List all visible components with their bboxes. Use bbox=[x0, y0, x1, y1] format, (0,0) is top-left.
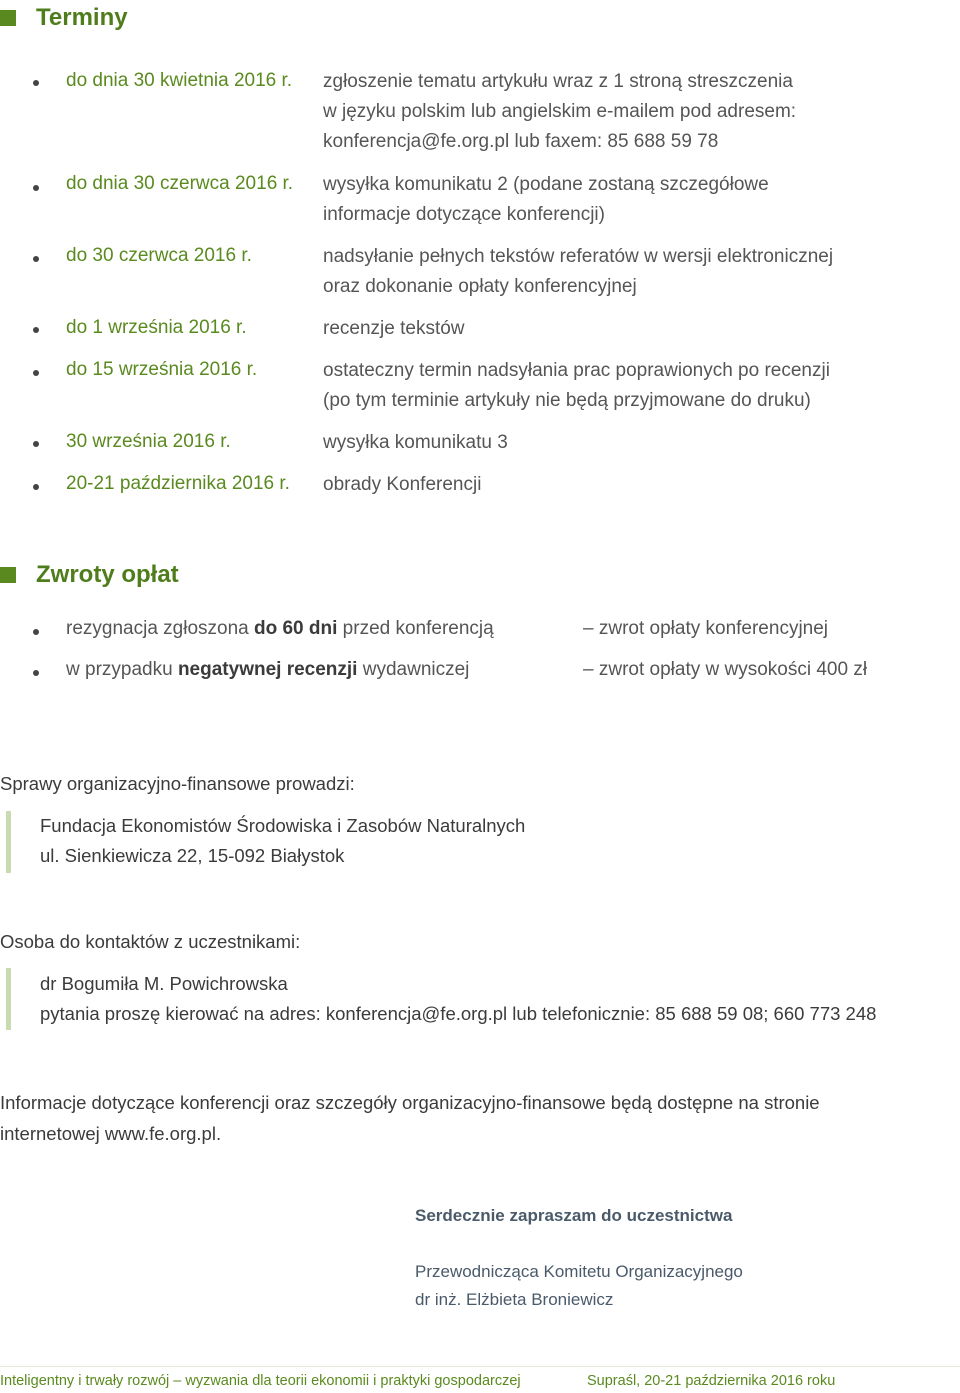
section-title: Zwroty opłat bbox=[36, 561, 179, 588]
footer-place-date: Supraśl, 20-21 października 2016 roku bbox=[587, 1373, 836, 1389]
footer-divider bbox=[0, 1366, 960, 1367]
invitation-text: Serdecznie zapraszam do uczestnictwa bbox=[415, 1206, 733, 1225]
deadline-description: nadsyłanie pełnych tekstów referatów w wersji elektronicznej oraz dokonanie opłaty konferencyjnej bbox=[323, 246, 834, 297]
refund-condition: rezygnacja zgłoszona do 60 dni przed konferencją bbox=[66, 618, 494, 639]
deadline-description: wysyłka komunikatu 3 bbox=[323, 432, 508, 453]
section-terminy-header bbox=[0, 4, 128, 32]
section-square-icon bbox=[0, 10, 16, 26]
deadline-description: obrady Konferencji bbox=[323, 474, 482, 495]
phone-numbers: 85 688 59 08; 660 773 248 bbox=[655, 1003, 877, 1024]
section-title: Terminy bbox=[36, 4, 128, 31]
contact-details: dr Bogumiła M. Powichrowska pytania proszę kierować na adres: konferencja@fe.org.pl lub telefonicznie: 85 688 59 08; 660 773 248 bbox=[40, 973, 877, 1024]
refund-condition: w przypadku negatywnej recenzji wydawniczej bbox=[66, 659, 470, 680]
organizer-heading: Sprawy organizacyjno-finansowe prowadzi: bbox=[0, 773, 355, 794]
bullet-icon bbox=[33, 370, 39, 376]
quote-bar bbox=[6, 811, 11, 873]
deadline-date: do dnia 30 kwietnia 2016 r. bbox=[66, 70, 293, 91]
deadline-date: do 15 września 2016 r. bbox=[66, 359, 258, 380]
signature-role: Przewodnicząca Komitetu Organizacyjnego bbox=[415, 1262, 743, 1281]
refund-result: – zwrot opłaty konferencyjnej bbox=[583, 618, 829, 639]
deadline-date: do 1 września 2016 r. bbox=[66, 317, 247, 338]
section-zwroty-header bbox=[0, 561, 179, 589]
bullet-icon bbox=[33, 629, 39, 635]
bullet-icon bbox=[33, 256, 39, 262]
section-square-icon bbox=[0, 567, 16, 583]
bullet-icon bbox=[33, 327, 39, 333]
signature-name: dr inż. Elżbieta Broniewicz bbox=[415, 1290, 614, 1309]
deadline-date: do 30 czerwca 2016 r. bbox=[66, 245, 252, 266]
deadline-description: recenzje tekstów bbox=[323, 318, 465, 339]
deadline-date: 30 września 2016 r. bbox=[66, 431, 231, 452]
bullet-icon bbox=[33, 484, 39, 490]
deadline-description: wysyłka komunikatu 2 (podane zostaną szczegółowe informacje dotyczące konferencji) bbox=[323, 174, 769, 225]
contact-heading: Osoba do kontaktów z uczestnikami: bbox=[0, 931, 301, 952]
bullet-icon bbox=[33, 441, 39, 447]
bullet-icon bbox=[33, 80, 39, 86]
deadline-date: do dnia 30 czerwca 2016 r. bbox=[66, 173, 294, 194]
info-paragraph: Informacje dotyczące konferencji oraz szczegóły organizacyjno-finansowe będą dostępne na stronie internetowej www.fe.org.pl. bbox=[0, 1092, 820, 1144]
email-link[interactable]: konferencja@fe.org.pl bbox=[325, 1003, 508, 1024]
bullet-icon bbox=[33, 185, 39, 191]
quote-bar bbox=[6, 968, 11, 1030]
deadline-date: 20-21 października 2016 r. bbox=[66, 473, 290, 494]
organizer-address: Fundacja Ekonomistów Środowiska i Zasobów Naturalnych ul. Sienkiewicza 22, 15-092 Białystok bbox=[40, 815, 526, 866]
bullet-icon bbox=[33, 670, 39, 676]
footer-title: Inteligentny i trwały rozwój – wyzwania dla teorii ekonomii i praktyki gospodarczej bbox=[0, 1373, 521, 1389]
deadline-description: ostateczny termin nadsyłania prac poprawionych po recenzji (po tym terminie artykuły nie będą przyjmowane do druku) bbox=[323, 360, 830, 411]
refund-result: – zwrot opłaty w wysokości 400 zł bbox=[583, 659, 868, 680]
deadline-description: zgłoszenie tematu artykułu wraz z 1 stroną streszczenia w języku polskim lub angielskim e-mailem pod adresem: konferencja@fe.org.pl lub faxem: 85 688 59 78 bbox=[323, 71, 797, 152]
